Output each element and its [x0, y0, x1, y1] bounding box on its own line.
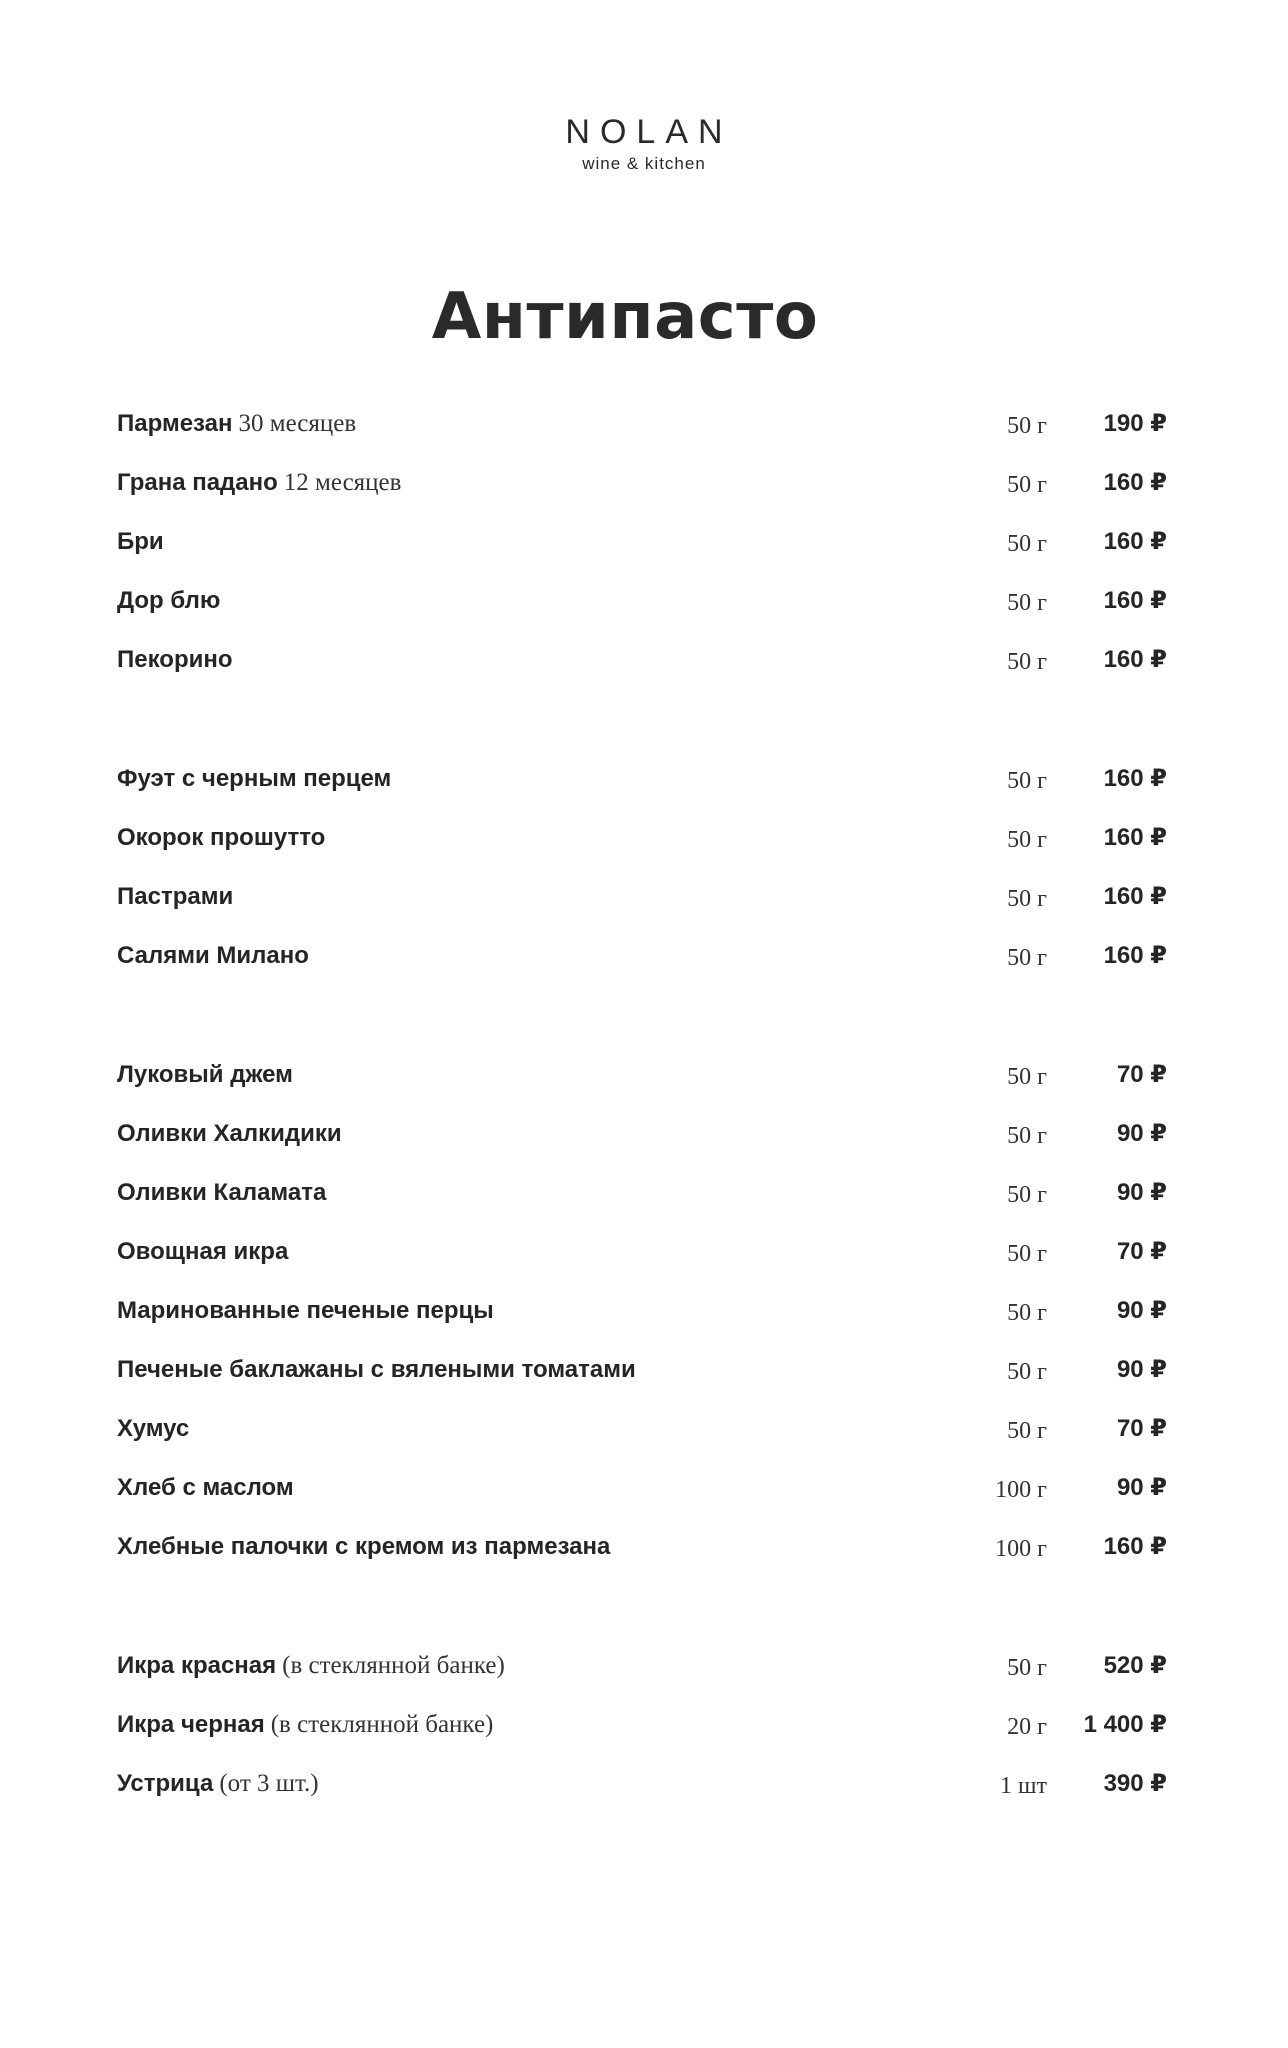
- menu-item-price: 90 ₽: [1116, 1356, 1167, 1383]
- menu-item-title: Маринованные печеные перцы: [117, 1297, 494, 1324]
- menu-item: [117, 820, 1167, 879]
- menu-item-title: Оливки Каламата: [117, 1179, 327, 1206]
- menu-item: [117, 1766, 1167, 1825]
- menu-item-weight: 50 г: [1007, 768, 1047, 794]
- menu-item: [117, 1175, 1167, 1234]
- menu-item-title: Хумус: [117, 1415, 190, 1442]
- brand-logo: [0, 112, 1288, 174]
- menu-item-weight: 50 г: [1007, 1182, 1047, 1208]
- menu-group: [117, 1648, 1167, 1825]
- menu-item: [117, 1529, 1167, 1588]
- menu-item-price: 520 ₽: [1103, 1652, 1167, 1679]
- menu-item-weight: 50 г: [1007, 1064, 1047, 1090]
- menu-item: [117, 583, 1167, 642]
- menu-item-title: Грана падано: [117, 469, 278, 496]
- menu-item: [117, 1057, 1167, 1116]
- menu-item-title: Пармезан: [117, 410, 233, 437]
- menu-item: [117, 1234, 1167, 1293]
- menu-item-name: [117, 642, 233, 678]
- menu-item-name: [117, 1352, 636, 1388]
- menu-item-weight: 50 г: [1007, 531, 1047, 557]
- menu-item-title: Пекорино: [117, 646, 233, 673]
- menu-item-name: [117, 820, 325, 856]
- menu-item-weight: 50 г: [1007, 1300, 1047, 1326]
- menu-item-title: Пастрами: [117, 883, 234, 910]
- brand-tagline: wine & kitchen: [582, 154, 706, 173]
- menu-item-note: 30 месяцев: [238, 410, 357, 437]
- menu-item-weight: 50 г: [1007, 1241, 1047, 1267]
- menu-item-weight: 50 г: [1007, 649, 1047, 675]
- menu-item-name: [117, 1648, 505, 1684]
- menu-item-note: (в стеклянной банке): [270, 1711, 494, 1738]
- menu-item-price: 160 ₽: [1103, 528, 1167, 555]
- menu-item-price: 90 ₽: [1116, 1120, 1167, 1147]
- menu-item-name: [117, 1293, 494, 1329]
- menu-item-price: 90 ₽: [1116, 1474, 1167, 1501]
- menu-item: [117, 879, 1167, 938]
- menu-item-title: Устрица: [117, 1770, 214, 1797]
- menu-item: [117, 406, 1167, 465]
- menu-item: [117, 465, 1167, 524]
- menu-group: [117, 1057, 1167, 1588]
- menu-item-title: Икра красная: [117, 1652, 277, 1679]
- menu-item: [117, 1470, 1167, 1529]
- menu-item-weight: 50 г: [1007, 1359, 1047, 1385]
- menu-item-title: Печеные баклажаны с вялеными томатами: [117, 1356, 636, 1383]
- menu-item-title: Овощная икра: [117, 1238, 289, 1265]
- menu-item-price: 90 ₽: [1116, 1297, 1167, 1324]
- menu-list: [117, 406, 1167, 1885]
- menu-item: [117, 1116, 1167, 1175]
- menu-item-name: [117, 406, 356, 442]
- menu-item-weight: 50 г: [1007, 1655, 1047, 1681]
- menu-item-weight: 1 шт: [1000, 1773, 1047, 1799]
- menu-item-name: [117, 1057, 293, 1093]
- menu-item: [117, 761, 1167, 820]
- menu-item-name: [117, 1411, 189, 1447]
- menu-item-title: Икра черная: [117, 1711, 265, 1738]
- menu-item-price: 70 ₽: [1116, 1238, 1167, 1265]
- menu-item-price: 70 ₽: [1116, 1061, 1167, 1088]
- menu-item-price: 160 ₽: [1103, 883, 1167, 910]
- menu-item-weight: 100 г: [995, 1536, 1047, 1562]
- menu-item-name: [117, 583, 220, 619]
- menu-item-price: 160 ₽: [1103, 646, 1167, 673]
- menu-item-name: [117, 1766, 319, 1802]
- menu-item-price: 160 ₽: [1103, 469, 1167, 496]
- menu-item-name: [117, 1470, 294, 1506]
- menu-item-name: [117, 524, 164, 560]
- menu-item-title: Окорок прошутто: [117, 824, 326, 851]
- menu-item-name: [117, 938, 309, 974]
- menu-item-name: [117, 1116, 342, 1152]
- menu-item-weight: 50 г: [1007, 1418, 1047, 1444]
- menu-item-price: 90 ₽: [1116, 1179, 1167, 1206]
- menu-item-price: 160 ₽: [1103, 587, 1167, 614]
- menu-item-weight: 50 г: [1007, 886, 1047, 912]
- menu-item-name: [117, 879, 233, 915]
- menu-item-title: Хлеб с маслом: [117, 1474, 294, 1501]
- brand-name: NOLAN: [565, 113, 733, 151]
- menu-item: [117, 1352, 1167, 1411]
- menu-item-weight: 50 г: [1007, 1123, 1047, 1149]
- menu-item-price: 160 ₽: [1103, 942, 1167, 969]
- menu-item-name: [117, 465, 401, 501]
- menu-item-price: 70 ₽: [1116, 1415, 1167, 1442]
- menu-item-title: Фуэт с черным перцем: [117, 765, 392, 792]
- section-title: Антипасто: [431, 280, 819, 354]
- menu-item-price: 160 ₽: [1103, 1533, 1167, 1560]
- menu-item-price: 190 ₽: [1103, 410, 1167, 437]
- menu-item: [117, 642, 1167, 701]
- menu-item-weight: 50 г: [1007, 827, 1047, 853]
- menu-item-note: 12 месяцев: [283, 469, 402, 496]
- menu-item-weight: 50 г: [1007, 472, 1047, 498]
- menu-item: [117, 938, 1167, 997]
- menu-item-weight: 100 г: [995, 1477, 1047, 1503]
- menu-item-weight: 20 г: [1007, 1714, 1047, 1740]
- menu-item: [117, 1707, 1167, 1766]
- menu-item: [117, 524, 1167, 583]
- menu-item-weight: 50 г: [1007, 413, 1047, 439]
- menu-item-title: Луковый джем: [117, 1061, 293, 1088]
- menu-item-name: [117, 1175, 326, 1211]
- menu-item-note: (в стеклянной банке): [282, 1652, 505, 1679]
- menu-group: [117, 406, 1167, 701]
- menu-item-price: 1 400 ₽: [1083, 1711, 1167, 1738]
- menu-group: [117, 761, 1167, 997]
- menu-item-name: [117, 761, 391, 797]
- menu-item-title: Бри: [117, 528, 164, 555]
- menu-item-note: (от 3 шт.): [219, 1770, 319, 1797]
- menu-item-weight: 50 г: [1007, 945, 1047, 971]
- menu-item: [117, 1648, 1167, 1707]
- menu-item-weight: 50 г: [1007, 590, 1047, 616]
- menu-item-price: 390 ₽: [1103, 1770, 1167, 1797]
- menu-item-name: [117, 1529, 610, 1565]
- menu-item-title: Дор блю: [117, 587, 221, 614]
- menu-item: [117, 1411, 1167, 1470]
- menu-item-title: Хлебные палочки с кремом из пармезана: [117, 1533, 611, 1560]
- menu-item-title: Салями Милано: [117, 942, 309, 969]
- menu-item-price: 160 ₽: [1103, 765, 1167, 792]
- menu-item-name: [117, 1707, 493, 1743]
- menu-item: [117, 1293, 1167, 1352]
- menu-item-title: Оливки Халкидики: [117, 1120, 342, 1147]
- menu-item-name: [117, 1234, 288, 1270]
- menu-item-price: 160 ₽: [1103, 824, 1167, 851]
